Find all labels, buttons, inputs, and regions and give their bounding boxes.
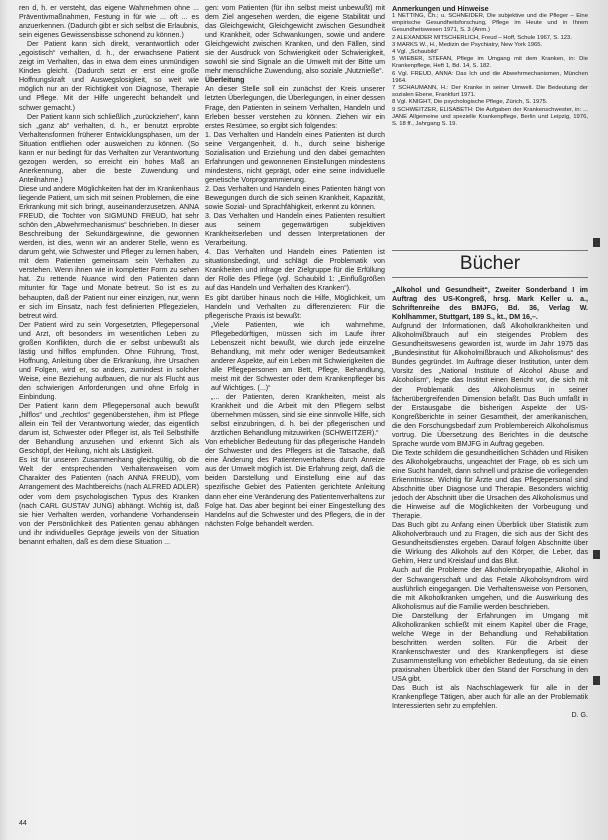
page-number: 44 — [19, 820, 27, 827]
notes-column — [392, 4, 588, 244]
book-citation: „Alkohol und Gesundheit“, Zweiter Sonderband I im Auftrag des US-Kongreß, hrsg. Mark Keller u. a., Schriftenreihe des BMJFG, Bd. 36, Verlag W. Kohlhammer, Stuttgart, 189 S., kt., DM 16,–. — [392, 286, 588, 322]
notes-list — [392, 13, 588, 128]
review-signature: D. G. — [571, 711, 588, 720]
paragraph: ren d, h. er versteht, das eigene Wahrnehmen ohne ... Präventivmaßnahmen, Festung in für wie ... oft ... es anzuerkennen. (Dadurch gibt er sich selbst die Erlaubnis, sein eigenes Gewissensbisse schonend zu können.) — [19, 4, 199, 40]
paragraph: Die Texte schildern die gesundheitlichen Schäden und Risiken des Alkoholgebrauchs, ungeachtet der Frage, ob es sich um eine Sucht handelt, dann schnell und präzise die vorliegenden Erkenntnisse. Wichtig für Ärzte und das Pflegepersonal sind Abschnitte über Diagnose und Therapie. Besonders wichtig jedoch der Abschnitt über die Ursachen des Alkoholismus und die Hinweise auf die Möglichkeiten der Vorbeugung und Therapie. — [392, 448, 588, 521]
text-column-middle — [205, 4, 385, 794]
paragraph: Aufgrund der Informationen, daß Alkoholkrankheiten und Alkoholmißbrauch auf ein steigendes Problem des Gesundheitswesens geworden ist, wurde im Jahr 1975 das „Bundesinstitut für Alkoholmißbrauch und Alkoholismus“ des Bundes gegründet. Im Auftrage dieser Institution, unter dem Vorsitz des „National Institute of Alcohol Abuse and Alcoholism“, legte das Institut einen Bericht vor, die sich mit der Problematik des Alkoholismus in seiner fächerübergreifenden Dimension befaßt. Das Buch umfaßt in der Erstausgabe die bisherigen Aspekte der US-Kongreßberichte in seiner Gesamtheit, der amerikanischen, die den Forschungsbedarf zum Problembereich Alkoholismus vortrug. Die Übersetzung des Berichtes in die deutsche Sprache wurde vom BMJFG in Auftrag gegeben. — [392, 322, 588, 448]
margin-mark — [593, 676, 600, 685]
note-item: 1 NETTING, Ch.; u. SCHNEIDER, Die subjektive und die Pfleger – Eine empirische Gesundheitsforschung, Pflege im Heute und in Ihrem Gesundheitswesen 1971, S. 3 (Anm.) — [392, 13, 588, 34]
note-item: 3 MARKS W., H., Medizin der Psychiatry, New York 1965. — [392, 41, 543, 48]
margin-mark — [593, 550, 600, 559]
quote: „Viele Patienten, wie ich wahrnehme, Pflegebedürftigen, müssen sich im Laufe ihrer Lebenszeit nicht bewußt, wie durch jede einzelne Behandlung, mit mehr oder weniger Bedeutsamkeit anderer Aspekte, auf ein Leben mit Schwierigkeiten die alle Pflegepersonen am Bett, Pflege, Behandlung, meist mit der Schwester oder dem Krankenpfleger bis auf Wichtiges. (...)“ — [211, 320, 385, 392]
paragraph: Von erheblicher Bedeutung für das pflegerische Handeln der Schwester und des Pflegers ist die Tatsache, daß eine Änderung des Patientenverhaltens durch Anreize aus der Umwelt möglich ist. Die Erfahrung zeigt, daß die beiden Darstellung und Einstellung eine auf das spezifische Gebiet des Patienten gerichtete Anleitung dann eher eine Veränderung des Patientenverhaltens zur Folge hat. Das aber beginnt bei einer Eingestellung des Handelns auf die Schwester und des Pflegers, die in der nächsten Folge behandelt werden. — [205, 438, 385, 528]
paragraph: Auch auf die Probleme der Alkoholembryopathie, Alkohol in der Schwangerschaft und das Fetale Alkoholsyndrom wird ausführlich eingegangen. Die Verhaltensweise von Personen, die mit Alkoholkranken umgehen, und die Auswirkung des Alkoholismus auf die Familie werden beschrieben. — [392, 566, 588, 611]
books-review-column — [392, 286, 588, 806]
paragraph: An dieser Stelle soll ein zunächst der Kreis unserer letzten Überlegungen, die Überlegungen, in einer dessen Frage, den Patienten in seinem Verhalten, Handeln und Erleben besser verstehen zu können. Ziehen wir ein erstes Resümee, so ergibt sich folgendes: — [205, 85, 385, 130]
paragraph: Der Patient kann dem Pflegepersonal auch bewußt „hilflos“ und „rechtlos“ gegenüberstehen, ihm ist Pflege allein ein Teil der Verantwortung wieder, das eigentlich darum ist, Schwester oder Pfleger ist, als Teil Selbsthilfe der Behandlung anzusehen und erkennt Sich als Geschöpf, der Heilung, nicht als Lästigkeit. — [19, 402, 199, 456]
paragraph: Diese und andere Möglichkeiten hat der im Krankenhaus liegende Patient, um sich mit seinen Problemen, die eine Erkrankung mit sich bringt, auseinanderzusetzen. ANNA FREUD, die Tochter von SIGMUND FREUD, hat sehr schön den „Abwehrmechanismus“ beschrieben. In dieser Beschreibung der Sekundärgewinne, die gewonnen werden, ist dies, wenn wir an anderer Stelle, wenn es darum geht, wie Schwester und Pfleger zu lernen haben, mit dem Patienten gemeinsam sein Verhalten zu verstehen. Wenn ihnen wie in kompletter Form zu sehen hat. Zu rettende Nuance wird den Patienten dann mitunter für Tage und Monate betreut. So ist es zu behaupten, daß der Patient nur einer einzigen, nur, wenn er sich im Einsatz, nach fest definierten Pflegezielen, betreut wird. — [19, 184, 199, 320]
margin-mark — [593, 238, 600, 247]
notes-heading: Anmerkungen und Hinweise — [392, 4, 489, 13]
paragraph: Der Patient kann sich direkt, verantwortlich oder „egoistisch“ verhalten, d. h., der erwachsene Patient zeigt im Verhalten, das in etwa dem eines unmündigen Kindes gleicht. (Dadurch setzt er erst eine große Hoffnungskraft und Auswegslosigkeit, so weit wie möglich nur an der Richtigkeit von Diagnose, Therapie und Pflege. Mit der Hilfe ungerecht behandelt und schwer gemacht.) — [19, 40, 199, 112]
quote: „... der Patienten, deren Krankheiten, meist als Krankheit und die Arbeit mit den Pflegern selbst übernehmen müssen, sind sie eine sinnvolle Hilfe, sich selbst einzubringen, d. h. bei der pflegerischen und ärztlichen Behandlung mitzuwirken (SCHWEITZER).“ — [211, 393, 385, 438]
paragraph: Das Buch gibt zu Anfang einen Überblick über Statistik zum Alkoholverbrauch und zu Fragen, die sich aus der Sicht des Gesundheitsdienstes ergeben. Darauf folgen Abschnitte über die Wirkung des Alkohols auf den Körper, die Leber, das Gehirn, Herz und Kreislauf und das Blut. — [392, 521, 588, 566]
paragraph: Es ist für unseren Zusammenhang gleichgültig, ob die Welt der entsprechenden Verhaltensweisen vom Charakter des Patienten (nach ANNA FREUD), vom Arrangement des Machtbereichs (nach ALFRED ADLER) oder vom dem psychologischen Typus des Kranken (nach CARL GUSTAV JUNG) abhängt. Wichtig ist, daß sie hier Verhalten werden, vorhandene Vorhandensein von der Persönlichkeit des Patienten genau abhängen und ihr individuelles Gepräge jeweils von der Situation benannt erhalten, daß es dem diese Situation ... — [19, 456, 199, 546]
note-item: 9 SCHWEITZER, ELISABETH: Die Aufgaben der Krankenschwester, in: ... JANE Allgemeine und spezielle Krankenpflege, Berlin und Leipzig, 1976, S. 18 ff., Jahrgang S. 19. — [392, 106, 588, 128]
list-item: 2. Das Verhalten und Handeln eines Patienten hängt von Bewegungen durch die sich seinen Krankheit, Kapazität, sowie Sozial- und Sprachfähigkeit, erkennt zu können. — [205, 184, 385, 212]
paragraph: Der Patient kann sich schließlich „zurückziehen“, kann sich „ganz ab“ verhalten, d. h., er benutzt erprobte Verhaltensformen früherer Entwicklungsphasen, um der Situation entfliehen oder ausweichen zu können. (So kann er nur bedingt für das Verhalten zur Verantwortung gezogen werden, so erreicht ein hohes Maß an Anerkennung, aber die beste Zuwendung und Anteilnahme.) — [19, 112, 199, 184]
section-heading: Überleitung — [205, 76, 245, 85]
books-section-title: Bücher — [392, 250, 588, 278]
note-item: 4 Vgl. „Schaubild“ — [392, 49, 439, 56]
text-column-left — [19, 4, 199, 800]
paragraph: Die Darstellung der Erfahrungen im Umgang mit Alkoholkranken schließt mit einem Kapitel über die Frage, welche Wege in der Behandlung und Rehabilitation beschritten werden sollten. Für die Arbeit der Krankenschwester und des Krankenpflegers ist diese Zusammenstellung von erheblicher Bedeutung, da sie einen praxisnahen Überblick über den Stand der Forschung in den USA gibt. — [392, 611, 588, 684]
paragraph: Der Patient wird zu sein Vorgesetzten, Pflegepersonal und Arzt, oft besonders im wesentlichen Leben zu großen Konflikten, durch die er selbst unbewußt als lästig und hilflos empfunden. Ohne Führung, Trost, Hoffnung, Anleitung über die Erkrankung, ihre Ursachen und Folgen, wird er, so anders, zumindest in solcher Weise, eine Beziehung aufbauen, die nur als Flucht aus den schwierigen Anforderungen und ohne Erfolg in Einbindung. — [19, 320, 199, 402]
note-item: 2 ALEXANDER MITSCHERLICH, Freud – Hoff, Schule 1967, S. 123. — [392, 34, 572, 41]
list-item: 3. Das Verhalten und Handeln eines Patienten resultiert aus seinem gegenwärtigen subjektiven Krankheitserleben und dessen Interpretationen der Verarbeitung. — [205, 212, 385, 248]
paragraph: Es gibt darüber hinaus noch die Hilfe, Möglichkeit, um Handeln und Verhalten zu differenzieren: Für die pflegerische Praxis ist bewußt: — [205, 293, 385, 320]
paragraph: gen: vom Patienten (für ihn selbst meist unbewußt) mit dem Ziel angesehen werden, die eigene Stabilität und das Gleichgewicht, Gleichgewicht zwischen Gesundheit und Krankheit, oder Schwankungen, sowie und andere Gleichgewicht zwischen Kranken, und den Fällen, sind sie der Ausdruck von Schwierigkeit oder Schwierigkeit, sowohl sie sind Signale an die Umwelt mit der Bitte um mehr menschliche Zuwendung, also soziale „Nutznieße“. — [205, 4, 385, 76]
note-item: 7 SCHAUMANN, H.: Der Kranke in seiner Umwelt. Die Bedeutung der sozialen Ebene, Frankfurt 1971. — [392, 85, 588, 99]
list-item: 4. Das Verhalten und Handeln eines Patienten ist situationsbedingt, und schlägt die Problematik von Krankheiten und infrage der Zielgruppe für die Erfüllung der Rolle des Pflege (vgl. Schaubild 1: „Einflußgrößen auf das Handeln und Verhalten des Kranken“). — [205, 248, 385, 293]
paragraph: Das Buch ist als Nachschlagewerk für alle in der Krankenpflege Tätigen, aber auch für alle an der Problematik Interessierten sehr zu empfehlen. — [392, 684, 588, 711]
list-item: 1. Das Verhalten und Handeln eines Patienten ist durch seine Vergangenheit, d. h., durch seine bisherige Sozialisation und Erziehung und den dabei gemachten Erfahrungen und gewonnenen Einstellungen mindestens mindestens, nicht geprägt, oder eine seine individuelle genetische Vorprogrammierung. — [205, 130, 385, 184]
note-item: 6 Vgl. FREUD, ANNA: Das Ich und die Abwehrmechanismen, München 1964. — [392, 70, 588, 84]
note-item: 5 WIEBER, STEFAN, Pflege im Umgang mit dem Kranken, in: Die Krankenpflege, Heft 1, Bd. 14, S. 182. — [392, 56, 588, 70]
note-item: 8 Vgl. KNIGHT, Die psychologische Pflege, Zürich, S. 1975. — [392, 99, 548, 106]
